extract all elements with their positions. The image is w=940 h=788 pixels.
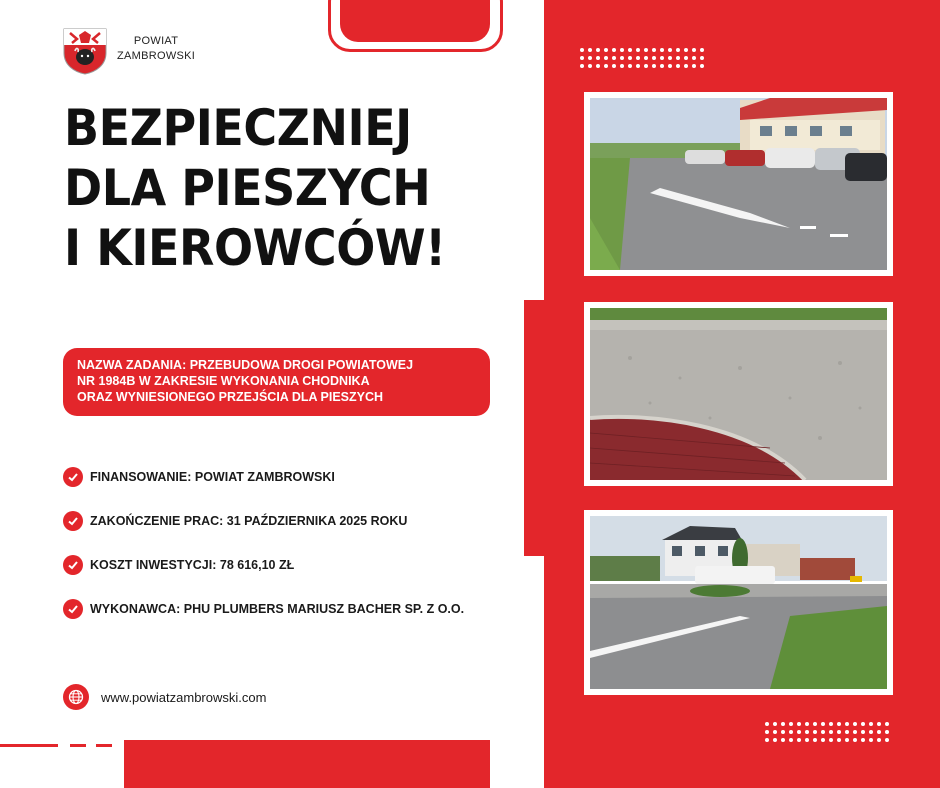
decor-dot xyxy=(789,730,793,734)
decor-dot xyxy=(789,738,793,742)
photo-paving xyxy=(584,302,893,486)
info-list xyxy=(63,466,464,642)
task-name-box xyxy=(63,348,490,416)
decor-dot xyxy=(668,48,672,52)
decor-dot xyxy=(805,738,809,742)
decor-dot xyxy=(805,722,809,726)
decor-dot xyxy=(797,722,801,726)
decor-dot xyxy=(837,722,841,726)
decor-dot xyxy=(845,730,849,734)
decor-dot xyxy=(612,48,616,52)
decor-dot xyxy=(628,56,632,60)
org-name-line2: ZAMBROWSKI xyxy=(117,50,196,62)
bottom-red-bar xyxy=(124,740,490,788)
decor-dot xyxy=(700,48,704,52)
decor-dot xyxy=(773,730,777,734)
decor-dot xyxy=(853,730,857,734)
info-text: WYKONAWCA: PHU PLUMBERS MARIUSZ BACHER SP. Z O.O. xyxy=(90,602,465,616)
decor-dot xyxy=(765,722,769,726)
decor-dot xyxy=(620,48,624,52)
decor-dot xyxy=(604,64,608,68)
decor-dot xyxy=(668,64,672,68)
decor-dot xyxy=(845,738,849,742)
decor-dot xyxy=(652,56,656,60)
decor-dot xyxy=(781,722,785,726)
decor-dot xyxy=(821,730,825,734)
decor-dot xyxy=(636,64,640,68)
decor-dot xyxy=(644,64,648,68)
decor-dot xyxy=(628,64,632,68)
decor-dot xyxy=(580,48,584,52)
title-line2: DLA PIESZYCH xyxy=(64,159,431,217)
decor-dot xyxy=(789,722,793,726)
decor-dot xyxy=(829,722,833,726)
title-line1: BEZPIECZNIEJ xyxy=(64,99,412,157)
decor-dot xyxy=(829,730,833,734)
decor-dot xyxy=(700,64,704,68)
decor-dot xyxy=(676,56,680,60)
decor-dot xyxy=(805,730,809,734)
decor-dot xyxy=(644,56,648,60)
decor-dot xyxy=(580,64,584,68)
decor-dot xyxy=(588,64,592,68)
website-link[interactable] xyxy=(63,684,266,710)
decor-dot xyxy=(853,722,857,726)
info-item-contractor xyxy=(63,598,464,620)
decor-dot xyxy=(684,48,688,52)
task-line1: NAZWA ZADANIA: PRZEBUDOWA DROGI POWIATOWEJ xyxy=(77,358,414,372)
decor-dot xyxy=(837,738,841,742)
decor-dot xyxy=(773,722,777,726)
coat-of-arms-icon xyxy=(62,27,108,75)
decor-dot xyxy=(837,730,841,734)
decor-dot xyxy=(797,730,801,734)
decor-dot xyxy=(885,738,889,742)
dot-grid-top xyxy=(580,48,704,68)
decor-dot xyxy=(765,730,769,734)
info-item-completion xyxy=(63,510,464,532)
decor-dot xyxy=(612,64,616,68)
top-tab-fill xyxy=(340,0,490,42)
decor-dot xyxy=(813,730,817,734)
decor-dot xyxy=(869,722,873,726)
decor-dot xyxy=(660,64,664,68)
decor-dot xyxy=(604,56,608,60)
decor-dot xyxy=(773,738,777,742)
photo-crossing xyxy=(584,510,893,695)
decor-dot xyxy=(668,56,672,60)
decor-dot xyxy=(877,730,881,734)
decor-dot xyxy=(580,56,584,60)
decor-dot xyxy=(869,738,873,742)
decor-dot xyxy=(644,48,648,52)
photo-street-parking xyxy=(584,92,893,276)
decor-line xyxy=(0,744,58,747)
decor-dot xyxy=(612,56,616,60)
org-name xyxy=(117,34,195,64)
check-circle-icon xyxy=(63,467,83,487)
decor-line xyxy=(96,744,112,747)
decor-dot xyxy=(588,56,592,60)
decor-dot xyxy=(596,48,600,52)
title-line3: I KIEROWCÓW! xyxy=(64,219,446,277)
org-name-line1: POWIAT xyxy=(133,35,179,47)
decor-dot xyxy=(620,64,624,68)
dot-grid-bottom xyxy=(765,722,889,742)
decor-dot xyxy=(765,738,769,742)
decor-dot xyxy=(877,738,881,742)
decor-dot xyxy=(869,730,873,734)
check-circle-icon xyxy=(63,599,83,619)
info-text: ZAKOŃCZENIE PRAC: 31 PAŹDZIERNIKA 2025 ROKU xyxy=(90,514,408,528)
decor-dot xyxy=(885,722,889,726)
decor-dot xyxy=(813,738,817,742)
decor-dot xyxy=(861,730,865,734)
decor-dot xyxy=(861,722,865,726)
decor-dot xyxy=(692,64,696,68)
info-item-funding xyxy=(63,466,464,488)
task-line3: ORAZ WYNIESIONEGO PRZEJŚCIA DLA PIESZYCH xyxy=(77,390,384,404)
decor-dot xyxy=(620,56,624,60)
decor-dot xyxy=(700,56,704,60)
decor-dot xyxy=(684,64,688,68)
decor-dot xyxy=(781,730,785,734)
decor-dot xyxy=(636,48,640,52)
decor-dot xyxy=(684,56,688,60)
decor-dot xyxy=(660,48,664,52)
decor-dot xyxy=(821,722,825,726)
decor-dot xyxy=(676,64,680,68)
decor-dot xyxy=(660,56,664,60)
decor-dot xyxy=(692,56,696,60)
decor-dot xyxy=(781,738,785,742)
decor-dot xyxy=(652,64,656,68)
decor-dot xyxy=(596,64,600,68)
decor-dot xyxy=(604,48,608,52)
task-line2: NR 1984B W ZAKRESIE WYKONANIA CHODNIKA xyxy=(77,374,370,388)
decor-dot xyxy=(797,738,801,742)
check-circle-icon xyxy=(63,511,83,531)
decor-dot xyxy=(628,48,632,52)
red-panel-step xyxy=(524,300,548,556)
decor-dot xyxy=(829,738,833,742)
decor-dot xyxy=(845,722,849,726)
decor-dot xyxy=(821,738,825,742)
info-item-cost xyxy=(63,554,464,576)
check-circle-icon xyxy=(63,555,83,575)
website-url[interactable]: www.powiatzambrowski.com xyxy=(101,689,267,705)
decor-dot xyxy=(813,722,817,726)
decor-dot xyxy=(588,48,592,52)
decor-dot xyxy=(596,56,600,60)
info-text: FINANSOWANIE: POWIAT ZAMBROWSKI xyxy=(90,470,335,484)
decor-dot xyxy=(652,48,656,52)
decor-line xyxy=(70,744,86,747)
decor-dot xyxy=(877,722,881,726)
page-title xyxy=(64,98,446,278)
decor-dot xyxy=(861,738,865,742)
decor-dot xyxy=(885,730,889,734)
info-text: KOSZT INWESTYCJI: 78 616,10 ZŁ xyxy=(90,558,295,572)
decor-dot xyxy=(676,48,680,52)
decor-dot xyxy=(853,738,857,742)
decor-dot xyxy=(636,56,640,60)
globe-icon xyxy=(63,684,89,710)
decor-dot xyxy=(692,48,696,52)
